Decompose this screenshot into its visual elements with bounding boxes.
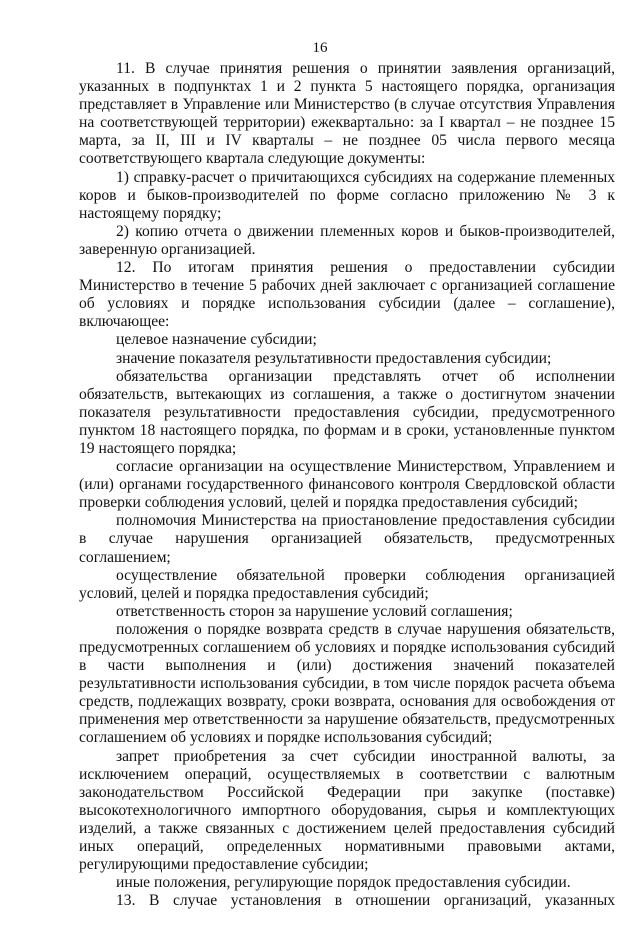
- paragraph-12-item: полномочия Министерства на приостановление предоставления субсидии в случае нарушения организацией обязательств, предусмотренных соглашением;: [79, 512, 615, 566]
- paragraph-12-item: обязательства организации представлять отчет об исполнении обязательств, вытекающих из соглашения, а также о достигнутом значении показателя результативности предоставления субсидии, предусмотренного пунктом 18 настоящего порядка, по формам и в сроки, установленные пунктом 19 настоящего порядка;: [79, 367, 615, 457]
- paragraph-12-item: осуществление обязательной проверки соблюдения организацией условий, целей и порядка предоставления субсидий;: [79, 566, 615, 602]
- paragraph-12: 12. По итогам принятия решения о предоставлении субсидии Министерство в течение 5 рабочих дней заключает с организацией соглашение об условиях и порядке использования субсидии (далее – соглашение), включающее:: [79, 259, 615, 331]
- paragraph-12-item: положения о порядке возврата средств в случае нарушения обязательств, предусмотренных соглашением об условиях и порядке использования субсидий в части выполнения и (или) достижения значений показателей результативности использования субсидии, в том числе порядок расчета объема средств, подлежащих возврату, сроки возврата, основания для освобождения от применения мер ответственности за нарушение обязательств, предусмотренных соглашением об условиях и порядке использования субсидий;: [79, 620, 615, 747]
- paragraph-12-item: целевое назначение субсидии;: [116, 331, 317, 349]
- paragraph-11: 11. В случае принятия решения о принятии заявления организаций, указанных в подпунктах 1 и 2 пункта 5 настоящего порядка, организация представляет в Управление или Министерство (в случае отсутствия Управления на соответствующей территории) ежеквартально: за I квартал – не позднее 15 марта, за II, III и IV кварталы – не позднее 05 числа первого месяца соответствующего квартала следующие документы:: [79, 60, 615, 168]
- paragraph-11-item-1: 1) справку-расчет о причитающихся субсидиях на содержание племенных коров и быков-производителей по форме согласно приложению № 3 к настоящему порядку;: [79, 168, 615, 222]
- paragraph-12-item: иные положения, регулирующие порядок предоставления субсидии.: [116, 874, 571, 892]
- paragraph-12-item: значение показателя результативности предоставления субсидии;: [116, 349, 552, 367]
- paragraph-12-item: запрет приобретения за счет субсидии иностранной валюты, за исключением операций, осуществляемых в соответствии с валютным законодательством Российской Федерации при закупке (поставке) высокотехнологичного импортного оборудования, сырья и комплектующих изделий, а также связанных с достижением целей предоставления субсидий иных операций, определенных нормативными правовыми актами, регулирующими предоставление субсидии;: [79, 747, 615, 874]
- paragraph-13: 13. В случае установления в отношении организаций, указанных: [116, 892, 615, 910]
- paragraph-12-item: согласие организации на осуществление Министерством, Управлением и (или) органами государственного финансового контроля Свердловской области проверки соблюдения условий, целей и порядка предоставления субсидий;: [79, 458, 615, 512]
- page-number: 16: [312, 40, 328, 56]
- paragraph-11-item-2: 2) копию отчета о движении племенных коров и быков-производителей, заверенную организацией.: [79, 222, 615, 258]
- paragraph-12-item: ответственность сторон за нарушение условий соглашения;: [116, 602, 513, 620]
- document-body: [79, 60, 615, 929]
